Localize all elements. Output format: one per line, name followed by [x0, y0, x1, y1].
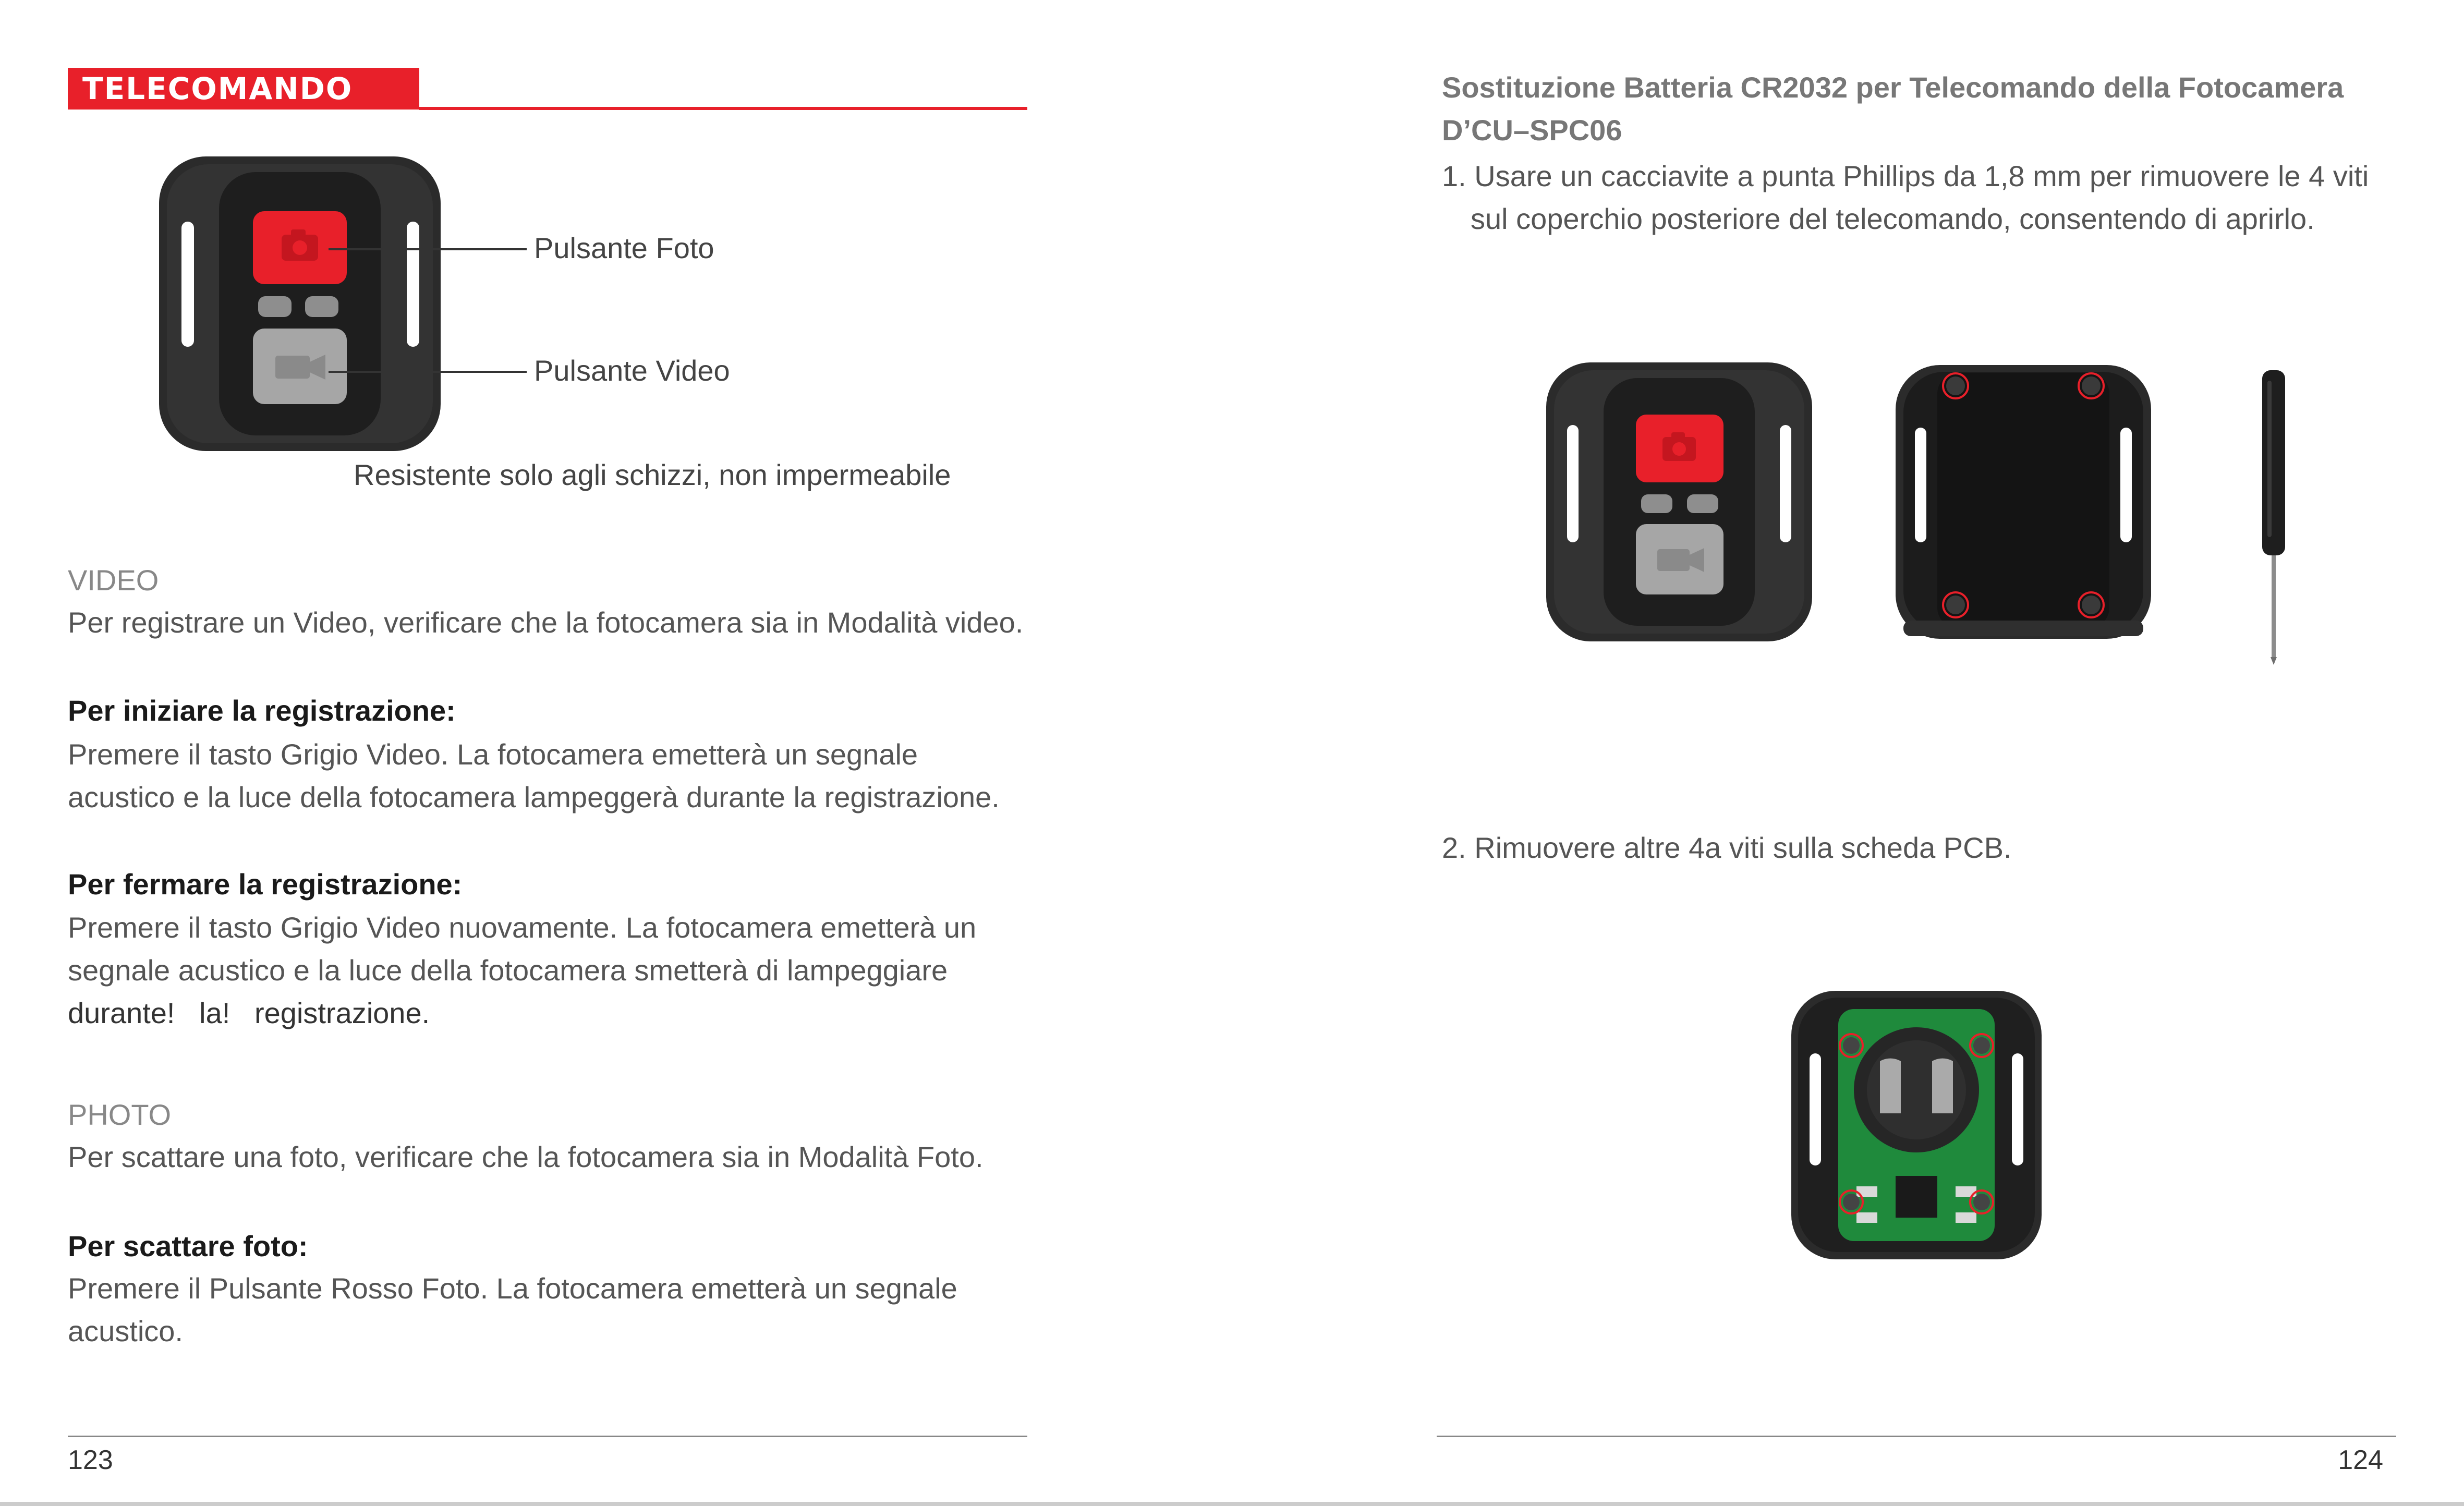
left-page-footer-rule — [68, 1436, 1027, 1437]
start-recording-heading: Per iniziare la registrazione: — [68, 694, 456, 727]
screw-icon — [1840, 1034, 1863, 1057]
video-callout-label: Pulsante Video — [534, 354, 730, 387]
section-title: TELECOMANDO — [68, 68, 419, 110]
photo-heading: PHOTO — [68, 1098, 172, 1131]
section-title-rule — [419, 107, 1027, 110]
remote-caption: Resistente solo agli schizzi, non impermeabile — [354, 458, 951, 491]
shoot-photo-heading: Per scattare foto: — [68, 1230, 308, 1262]
photo-callout-label: Pulsante Foto — [534, 232, 714, 264]
stop-recording-text: Premere il tasto Grigio Video nuovamente. La fotocamera emetterà un segnale acustico e la luce della fotocamera smetterà di lampeggiare — [68, 911, 977, 987]
video-text: Per registrare un Video, verificare che la fotocamera sia in Modalità video. — [68, 606, 1024, 639]
right-page-footer-rule — [1437, 1436, 2396, 1437]
remote-front-photo — [1544, 360, 1815, 644]
screw-icon — [1943, 592, 1968, 617]
stop-recording-tail: durante! la! registrazione. — [68, 997, 430, 1029]
step-1-line1: 1. Usare un cacciavite a punta Phillips da 1,8 mm per rimuovere le 4 viti — [1442, 160, 2369, 192]
remote-back-photo — [1893, 362, 2154, 644]
left-page-number: 123 — [68, 1445, 113, 1475]
screw-icon — [1943, 373, 1968, 398]
photo-text: Per scattare una foto, verificare che la fotocamera sia in Modalità Foto. — [68, 1140, 984, 1173]
screw-icon — [2079, 373, 2104, 398]
video-icon — [275, 355, 325, 380]
step-2-text: 2. Rimuovere altre 4a viti sulla scheda PCB. — [1442, 831, 2012, 864]
stop-recording-heading: Per fermare la registrazione: — [68, 868, 463, 901]
screw-icon — [1970, 1191, 1993, 1213]
video-heading: VIDEO — [68, 564, 159, 597]
step-1-line2: sul coperchio posteriore del telecomando, consentendo di aprirlo. — [1471, 202, 2315, 235]
right-page-title-line2: D’CU–SPC06 — [1442, 114, 1622, 147]
shoot-photo-text: Premere il Pulsante Rosso Foto. La fotocamera emetterà un segnale acustico. — [68, 1272, 957, 1347]
remote-pcb-photo — [1789, 988, 2044, 1262]
page-bottom-edge — [0, 1502, 2464, 1506]
remote-front-illustration — [151, 151, 454, 459]
right-page-number: 124 — [2338, 1445, 2383, 1475]
start-recording-text: Premere il tasto Grigio Video. La fotocamera emetterà un segnale acustico e la luce della fotocamera lampeggerà durante la registrazione. — [68, 738, 1000, 813]
screw-icon — [1840, 1191, 1863, 1213]
video-icon — [1657, 548, 1704, 572]
screwdriver-icon — [2253, 365, 2295, 667]
video-callout-line — [329, 371, 527, 373]
battery-holder-icon — [1854, 1027, 1979, 1152]
screw-icon — [2079, 592, 2104, 617]
screw-icon — [1970, 1034, 1993, 1057]
right-page-title-line1: Sostituzione Batteria CR2032 per Telecomando della Fotocamera — [1442, 71, 2344, 104]
photo-callout-line — [329, 248, 527, 250]
